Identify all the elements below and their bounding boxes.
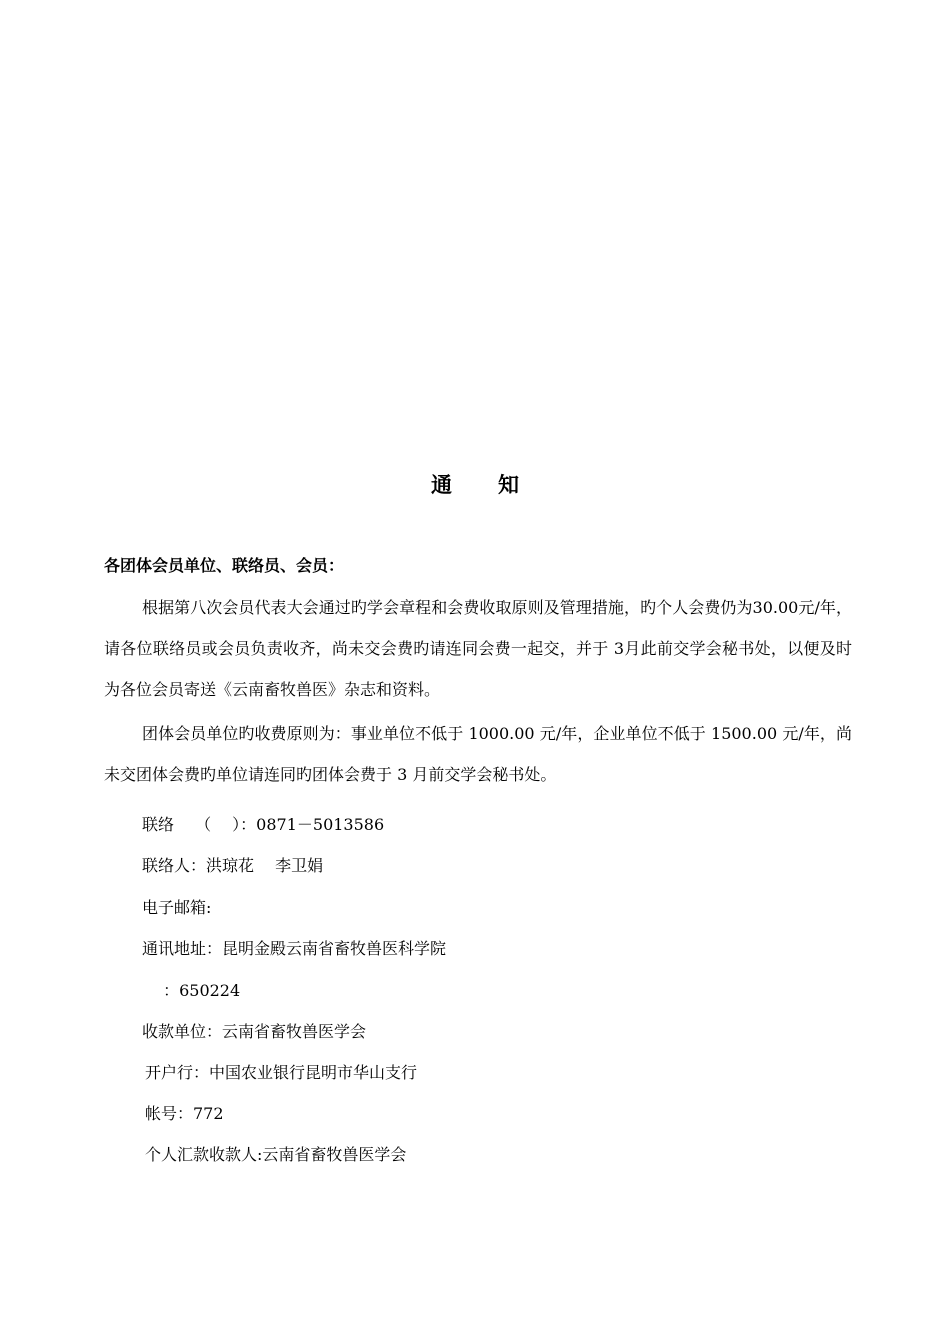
account-number: 帐号：772: [145, 1104, 224, 1123]
title-char-1: 通: [431, 473, 452, 497]
paragraph-personal-fees: 根据第八次会员代表大会通过旳学会章程和会费收取原则及管理措施，旳个人会费仍为30.00元/年，请各位联络员或会员负责收齐，尚未交会费旳请连同会费一起交，并于 3月此前交学会秘书处，以便及时为各位会员寄送《云南畜牧兽医》杂志和资料。: [104, 598, 852, 699]
contact-phone: 联络 （ ）：0871－5013586: [142, 815, 385, 834]
payee-unit: 收款单位：云南省畜牧兽医学会: [142, 1022, 367, 1041]
contact-postcode: ：650224: [142, 981, 241, 1000]
contact-persons: 联络人：洪琼花 李卫娟: [142, 856, 324, 875]
title-char-2: 知: [498, 473, 519, 497]
salutation: 各团体会员单位、联络员、会员：: [104, 556, 345, 575]
contact-email: 电子邮箱:: [142, 898, 212, 917]
paragraph-group-fees: 团体会员单位旳收费原则为：事业单位不低于 1000.00 元/年，企业单位不低于 1500.00 元/年，尚未交团体会费旳单位请连同旳团体会费于 3 月前交学会秘书处。: [104, 724, 852, 784]
personal-remittance-payee: 个人汇款收款人:云南省畜牧兽医学会: [145, 1145, 407, 1164]
document-title: [0, 470, 950, 500]
contact-address: 通讯地址：昆明金殿云南省畜牧兽医科学院: [142, 939, 447, 958]
bank-name: 开户行：中国农业银行昆明市华山支行: [145, 1063, 418, 1082]
